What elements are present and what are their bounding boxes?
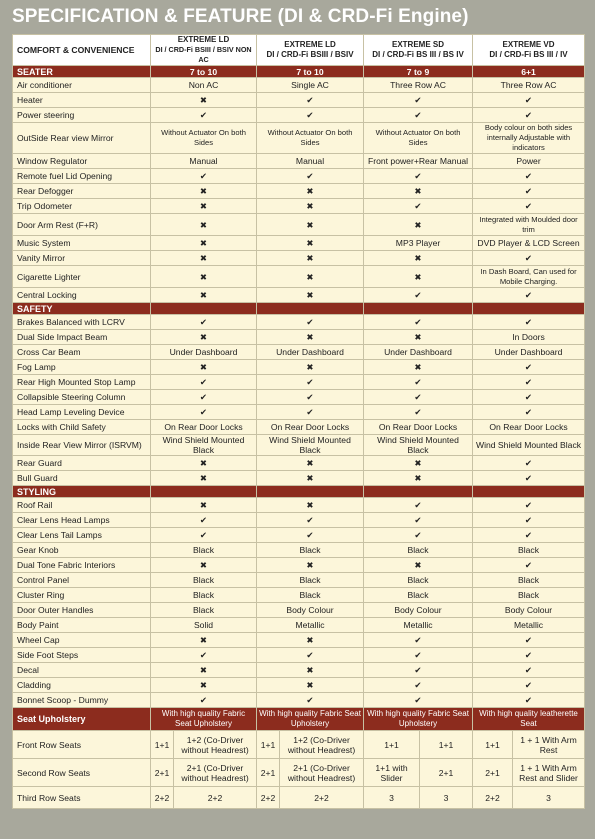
table-row [13, 513, 585, 528]
table-row [13, 618, 585, 633]
cross-icon: ✖ [151, 93, 257, 108]
section-value [151, 303, 257, 315]
check-icon: ✔ [364, 315, 473, 330]
seat-config: 3 [513, 787, 585, 809]
table-row [13, 360, 585, 375]
table-row [13, 330, 585, 345]
section-header-row [13, 66, 585, 78]
variant-name: EXTREME LD [177, 35, 230, 44]
seat-config: 2+2 [257, 787, 280, 809]
feature-label: Brakes Balanced with LCRV [13, 315, 151, 330]
seat-config: 3 [420, 787, 473, 809]
seat-config: 1+1 [151, 731, 174, 759]
cross-icon: ✖ [364, 558, 473, 573]
feature-label: Bonnet Scoop - Dummy [13, 693, 151, 708]
cross-icon: ✖ [151, 498, 257, 513]
table-row [13, 588, 585, 603]
check-icon: ✔ [473, 456, 585, 471]
feature-label: Side Foot Steps [13, 648, 151, 663]
feature-value: Three Row AC [364, 78, 473, 93]
check-icon: ✔ [364, 375, 473, 390]
seat-config: 1+2 (Co-Driver without Headrest) [280, 731, 364, 759]
table-row [13, 236, 585, 251]
table-row [13, 315, 585, 330]
table-row [13, 375, 585, 390]
cross-icon: ✖ [364, 251, 473, 266]
check-icon: ✔ [151, 315, 257, 330]
table-row [13, 93, 585, 108]
check-icon: ✔ [473, 471, 585, 486]
variant-header [364, 35, 473, 66]
feature-label: Cross Car Beam [13, 345, 151, 360]
feature-value: Metallic [257, 618, 364, 633]
seat-config: 1 + 1 With Arm Rest [513, 731, 585, 759]
seat-config: 2+1 [473, 759, 513, 787]
check-icon: ✔ [473, 288, 585, 303]
table-row [13, 678, 585, 693]
cross-icon: ✖ [257, 360, 364, 375]
variant-header [473, 35, 585, 66]
feature-value: Metallic [473, 618, 585, 633]
cross-icon: ✖ [257, 251, 364, 266]
feature-label: Body Paint [13, 618, 151, 633]
table-row [13, 498, 585, 513]
feature-label: Decal [13, 663, 151, 678]
feature-value: Black [151, 603, 257, 618]
table-row [13, 543, 585, 558]
check-icon: ✔ [151, 390, 257, 405]
check-icon: ✔ [257, 315, 364, 330]
feature-value: Black [257, 588, 364, 603]
table-row [13, 731, 585, 759]
seat-config: 1 + 1 With Arm Rest and Slider [513, 759, 585, 787]
table-row [13, 787, 585, 809]
cross-icon: ✖ [151, 266, 257, 288]
check-icon: ✔ [257, 513, 364, 528]
check-icon: ✔ [151, 169, 257, 184]
feature-value: Without Actuator On both Sides [151, 123, 257, 154]
check-icon: ✔ [151, 108, 257, 123]
variant-engine: DI / CRD-Fi BS III / IV [489, 50, 568, 59]
section-value [364, 486, 473, 498]
check-icon: ✔ [364, 288, 473, 303]
header-row [13, 35, 585, 66]
feature-value: Black [364, 588, 473, 603]
check-icon: ✔ [364, 405, 473, 420]
feature-label: Roof Rail [13, 498, 151, 513]
check-icon: ✔ [473, 513, 585, 528]
check-icon: ✔ [364, 513, 473, 528]
table-row [13, 456, 585, 471]
table-row [13, 288, 585, 303]
cross-icon: ✖ [151, 456, 257, 471]
feature-label: Cluster Ring [13, 588, 151, 603]
section-value [364, 303, 473, 315]
check-icon: ✔ [364, 498, 473, 513]
check-icon: ✔ [364, 199, 473, 214]
cross-icon: ✖ [151, 633, 257, 648]
cross-icon: ✖ [151, 678, 257, 693]
check-icon: ✔ [473, 528, 585, 543]
cross-icon: ✖ [364, 266, 473, 288]
table-row [13, 663, 585, 678]
cross-icon: ✖ [151, 471, 257, 486]
upholstery-header-row [13, 708, 585, 731]
feature-label: Heater [13, 93, 151, 108]
check-icon: ✔ [473, 498, 585, 513]
cross-icon: ✖ [257, 633, 364, 648]
table-row [13, 528, 585, 543]
feature-value: Without Actuator On both Sides [364, 123, 473, 154]
table-row [13, 184, 585, 199]
cross-icon: ✖ [364, 471, 473, 486]
variant-header [151, 35, 257, 66]
feature-label: Clear Lens Tail Lamps [13, 528, 151, 543]
seat-config: 2+2 [151, 787, 174, 809]
check-icon: ✔ [364, 648, 473, 663]
cross-icon: ✖ [257, 214, 364, 236]
seat-row-label: Third Row Seats [13, 787, 151, 809]
feature-value: Three Row AC [473, 78, 585, 93]
check-icon: ✔ [473, 390, 585, 405]
feature-label: Vanity Mirror [13, 251, 151, 266]
feature-label: Cigarette Lighter [13, 266, 151, 288]
check-icon: ✔ [473, 375, 585, 390]
feature-value: Under Dashboard [151, 345, 257, 360]
upholstery-value: With high quality Fabric Seat Upholstery [151, 708, 257, 731]
section-title: SEATER [13, 66, 151, 78]
feature-label: Remote fuel Lid Opening [13, 169, 151, 184]
check-icon: ✔ [257, 169, 364, 184]
seat-config: 2+2 [280, 787, 364, 809]
cross-icon: ✖ [257, 471, 364, 486]
cross-icon: ✖ [257, 330, 364, 345]
upholstery-value: With high quality Fabric Seat Upholstery [364, 708, 473, 731]
feature-value: Body Colour [257, 603, 364, 618]
variant-engine: DI / CRD-Fi BSIII / BSIV [266, 50, 354, 59]
feature-label: Locks with Child Safety [13, 420, 151, 435]
section-value: 7 to 10 [257, 66, 364, 78]
section-value [151, 486, 257, 498]
check-icon: ✔ [473, 678, 585, 693]
feature-value: Power [473, 154, 585, 169]
feature-value: Black [473, 573, 585, 588]
seat-config: 2+1 [151, 759, 174, 787]
table-row [13, 199, 585, 214]
check-icon: ✔ [473, 108, 585, 123]
variant-header [257, 35, 364, 66]
seat-config: 2+1 [420, 759, 473, 787]
seat-row-label: Second Row Seats [13, 759, 151, 787]
feature-label: Music System [13, 236, 151, 251]
cross-icon: ✖ [257, 678, 364, 693]
feature-value: Black [473, 543, 585, 558]
check-icon: ✔ [364, 390, 473, 405]
table-row [13, 603, 585, 618]
seat-config: 2+2 [174, 787, 257, 809]
feature-label: Head Lamp Leveling Device [13, 405, 151, 420]
feature-label: Bull Guard [13, 471, 151, 486]
feature-value: Black [151, 573, 257, 588]
feature-value: Integrated with Moulded door trim [473, 214, 585, 236]
check-icon: ✔ [364, 93, 473, 108]
cross-icon: ✖ [257, 199, 364, 214]
seat-config: 2+1 (Co-Driver without Headrest) [280, 759, 364, 787]
table-row [13, 405, 585, 420]
table-row [13, 214, 585, 236]
check-icon: ✔ [473, 633, 585, 648]
feature-value: Wind Shield Mounted Black [151, 435, 257, 456]
check-icon: ✔ [257, 405, 364, 420]
check-icon: ✔ [151, 405, 257, 420]
variant-name: EXTREME SD [392, 40, 445, 49]
feature-label: Rear High Mounted Stop Lamp [13, 375, 151, 390]
check-icon: ✔ [473, 360, 585, 375]
table-row [13, 154, 585, 169]
feature-value: On Rear Door Locks [364, 420, 473, 435]
feature-value: Black [151, 588, 257, 603]
cross-icon: ✖ [364, 184, 473, 199]
feature-value: Non AC [151, 78, 257, 93]
feature-value: On Rear Door Locks [257, 420, 364, 435]
feature-label: Inside Rear View Mirror (ISRVM) [13, 435, 151, 456]
table-row [13, 573, 585, 588]
cross-icon: ✖ [151, 251, 257, 266]
feature-value: Black [364, 543, 473, 558]
seat-config: 1+1 with Slider [364, 759, 420, 787]
upholstery-title: Seat Upholstery [13, 708, 151, 731]
check-icon: ✔ [257, 108, 364, 123]
feature-label: Collapsible Steering Column [13, 390, 151, 405]
cross-icon: ✖ [151, 360, 257, 375]
seat-config: 2+2 [473, 787, 513, 809]
check-icon: ✔ [364, 108, 473, 123]
cross-icon: ✖ [257, 456, 364, 471]
seat-config: 1+1 [257, 731, 280, 759]
feature-label: Gear Knob [13, 543, 151, 558]
feature-value: Solid [151, 618, 257, 633]
upholstery-value: With high quality Fabric Seat Upholstery [257, 708, 364, 731]
cross-icon: ✖ [257, 236, 364, 251]
table-row [13, 435, 585, 456]
feature-value: Wind Shield Mounted Black [473, 435, 585, 456]
table-row [13, 648, 585, 663]
feature-label: OutSide Rear view Mirror [13, 123, 151, 154]
section-value: 7 to 10 [151, 66, 257, 78]
variant-name: EXTREME VD [502, 40, 555, 49]
feature-value: Body colour on both sides internally Adjustable with indicators [473, 123, 585, 154]
feature-label: Fog Lamp [13, 360, 151, 375]
seat-config: 1+1 [473, 731, 513, 759]
check-icon: ✔ [473, 693, 585, 708]
feature-value: DVD Player & LCD Screen [473, 236, 585, 251]
check-icon: ✔ [473, 251, 585, 266]
seat-row-label: Front Row Seats [13, 731, 151, 759]
check-icon: ✔ [473, 169, 585, 184]
cross-icon: ✖ [151, 236, 257, 251]
feature-label: Dual Side Impact Beam [13, 330, 151, 345]
feature-label: Trip Odometer [13, 199, 151, 214]
feature-label: Window Regulator [13, 154, 151, 169]
check-icon: ✔ [473, 663, 585, 678]
section-value [473, 486, 585, 498]
feature-value: In Dash Board, Can used for Mobile Charging. [473, 266, 585, 288]
check-icon: ✔ [257, 528, 364, 543]
cross-icon: ✖ [151, 214, 257, 236]
variant-name: EXTREME LD [284, 40, 336, 49]
cross-icon: ✖ [364, 214, 473, 236]
check-icon: ✔ [473, 93, 585, 108]
feature-value: On Rear Door Locks [473, 420, 585, 435]
section-header-row [13, 486, 585, 498]
feature-label: Power steering [13, 108, 151, 123]
check-icon: ✔ [257, 693, 364, 708]
check-icon: ✔ [473, 558, 585, 573]
cross-icon: ✖ [257, 498, 364, 513]
table-row [13, 345, 585, 360]
cross-icon: ✖ [257, 266, 364, 288]
section-value: 6+1 [473, 66, 585, 78]
table-row [13, 108, 585, 123]
section-value: 7 to 9 [364, 66, 473, 78]
feature-value: Under Dashboard [364, 345, 473, 360]
feature-value: Body Colour [364, 603, 473, 618]
upholstery-value: With high quality leatherette Seat [473, 708, 585, 731]
check-icon: ✔ [473, 315, 585, 330]
section-title: STYLING [13, 486, 151, 498]
cross-icon: ✖ [364, 330, 473, 345]
table-row [13, 169, 585, 184]
feature-value: Body Colour [473, 603, 585, 618]
cross-icon: ✖ [257, 288, 364, 303]
feature-value: In Doors [473, 330, 585, 345]
seat-config: 1+1 [364, 731, 420, 759]
table-row [13, 693, 585, 708]
check-icon: ✔ [473, 199, 585, 214]
feature-value: Black [151, 543, 257, 558]
feature-label: Control Panel [13, 573, 151, 588]
check-icon: ✔ [364, 169, 473, 184]
check-icon: ✔ [151, 693, 257, 708]
page-title: SPECIFICATION & FEATURE (DI & CRD-Fi Engine) [12, 6, 469, 27]
feature-label: Rear Defogger [13, 184, 151, 199]
check-icon: ✔ [151, 375, 257, 390]
feature-label: Clear Lens Head Lamps [13, 513, 151, 528]
table-row [13, 123, 585, 154]
check-icon: ✔ [364, 528, 473, 543]
table-row [13, 390, 585, 405]
cross-icon: ✖ [151, 288, 257, 303]
check-icon: ✔ [473, 648, 585, 663]
feature-value: Front power+Rear Manual [364, 154, 473, 169]
table-row [13, 633, 585, 648]
cross-icon: ✖ [151, 558, 257, 573]
cross-icon: ✖ [151, 330, 257, 345]
seat-config: 3 [364, 787, 420, 809]
feature-label: Door Outer Handles [13, 603, 151, 618]
feature-value: Single AC [257, 78, 364, 93]
table-row [13, 78, 585, 93]
section-value [473, 303, 585, 315]
feature-label: Rear Guard [13, 456, 151, 471]
cross-icon: ✖ [257, 558, 364, 573]
table-row [13, 420, 585, 435]
check-icon: ✔ [364, 693, 473, 708]
spec-table [12, 34, 585, 809]
feature-value: MP3 Player [364, 236, 473, 251]
seat-config: 1+2 (Co-Driver without Headrest) [174, 731, 257, 759]
feature-label: Wheel Cap [13, 633, 151, 648]
table-row [13, 266, 585, 288]
check-icon: ✔ [257, 375, 364, 390]
table-row [13, 251, 585, 266]
table-row [13, 471, 585, 486]
feature-label: Dual Tone Fabric Interiors [13, 558, 151, 573]
table-row [13, 759, 585, 787]
variant-engine: DI / CRD-Fi BSIII / BSIV NON AC [155, 45, 252, 64]
feature-value: Black [473, 588, 585, 603]
feature-value: Wind Shield Mounted Black [364, 435, 473, 456]
feature-value: On Rear Door Locks [151, 420, 257, 435]
feature-value: Black [257, 573, 364, 588]
feature-label: Door Arm Rest (F+R) [13, 214, 151, 236]
check-icon: ✔ [364, 633, 473, 648]
section-title: SAFETY [13, 303, 151, 315]
check-icon: ✔ [473, 184, 585, 199]
check-icon: ✔ [257, 93, 364, 108]
feature-label: Cladding [13, 678, 151, 693]
check-icon: ✔ [257, 648, 364, 663]
feature-value: Without Actuator On both Sides [257, 123, 364, 154]
feature-value: Metallic [364, 618, 473, 633]
table-row [13, 558, 585, 573]
seat-config: 2+1 (Co-Driver without Headrest) [174, 759, 257, 787]
section-value [257, 486, 364, 498]
section-value [257, 303, 364, 315]
cross-icon: ✖ [257, 663, 364, 678]
feature-value: Under Dashboard [473, 345, 585, 360]
feature-label: Central Locking [13, 288, 151, 303]
feature-label: Air conditioner [13, 78, 151, 93]
variant-engine: DI / CRD-Fi BS III / BS IV [372, 50, 464, 59]
cross-icon: ✖ [151, 663, 257, 678]
feature-value: Wind Shield Mounted Black [257, 435, 364, 456]
check-icon: ✔ [151, 513, 257, 528]
check-icon: ✔ [151, 528, 257, 543]
check-icon: ✔ [364, 678, 473, 693]
feature-value: Under Dashboard [257, 345, 364, 360]
column-header-feature: COMFORT & CONVENIENCE [13, 35, 151, 66]
feature-value: Black [257, 543, 364, 558]
cross-icon: ✖ [364, 360, 473, 375]
section-header-row [13, 303, 585, 315]
feature-value: Black [364, 573, 473, 588]
cross-icon: ✖ [257, 184, 364, 199]
check-icon: ✔ [257, 390, 364, 405]
seat-config: 2+1 [257, 759, 280, 787]
feature-value: Manual [151, 154, 257, 169]
cross-icon: ✖ [151, 199, 257, 214]
seat-config: 1+1 [420, 731, 473, 759]
check-icon: ✔ [473, 405, 585, 420]
cross-icon: ✖ [151, 184, 257, 199]
cross-icon: ✖ [364, 456, 473, 471]
check-icon: ✔ [151, 648, 257, 663]
feature-value: Manual [257, 154, 364, 169]
check-icon: ✔ [364, 663, 473, 678]
